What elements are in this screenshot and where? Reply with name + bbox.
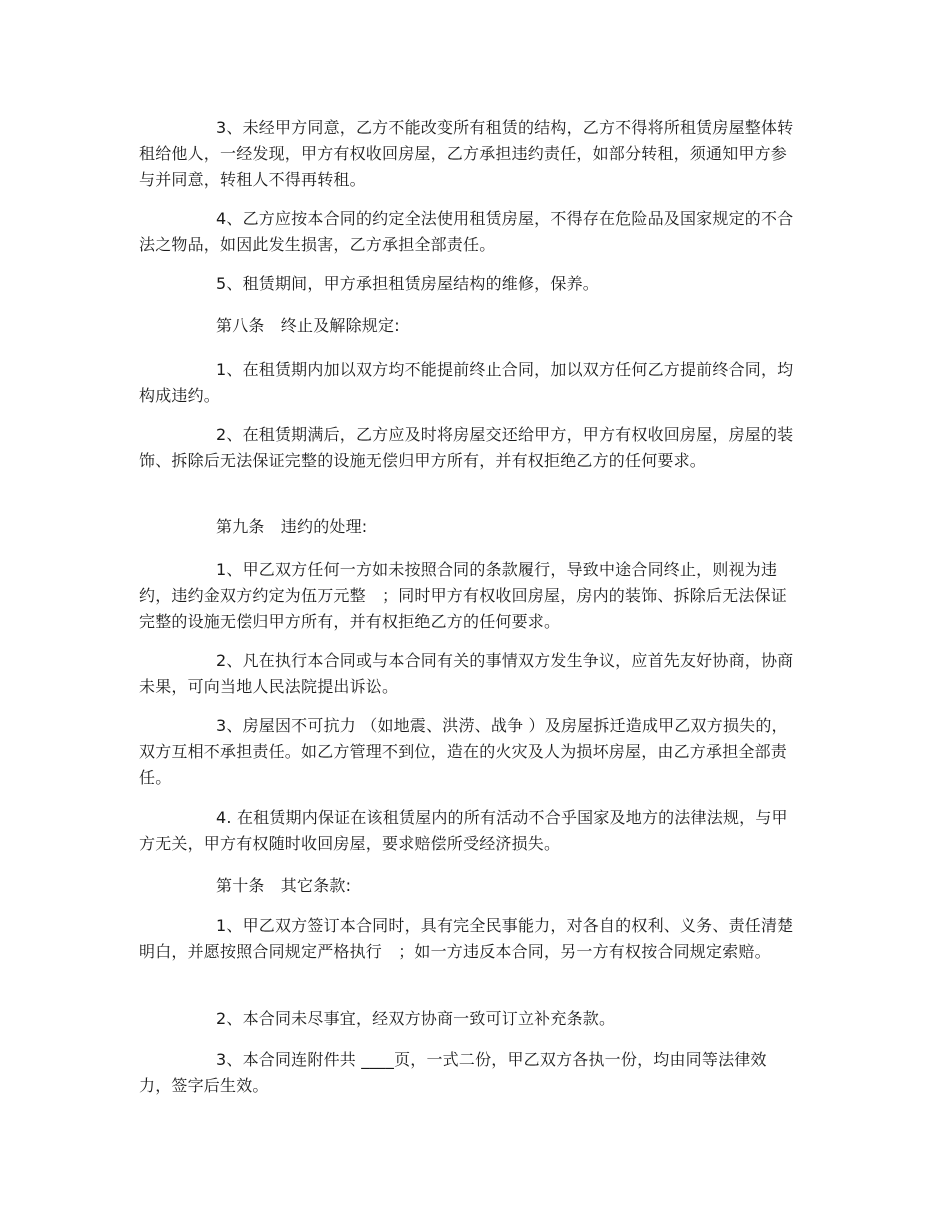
clause-10-item-3: 3、本合同连附件共 ____页，一式二份，甲乙双方各执一份，均由同等法律效力，签字后生效。 [139, 1050, 767, 1095]
clause-7-item-3: 3、未经甲方同意，乙方不能改变所有租赁的结构，乙方不得将所租赁房屋整体转租给他人，一经发现，甲方有权收回房屋，乙方承担违约责任，如部分转租，须通知甲方参与并同意，转租人不得再转租。 [139, 118, 794, 189]
clause-9-item-3: 3、房屋因不可抗力 （如地震、洪涝、战争 ）及房屋拆迁造成甲乙双方损失的，双方互相不承担责任。如乙方管理不到位，造在的火灾及人为损坏房屋，由乙方承担全部责任。 [139, 716, 788, 787]
section-heading-article-8: 第八条 终止及解除规定: [216, 316, 400, 335]
clause-9-item-4: 4. 在租赁期内保证在该租赁屋内的所有活动不合乎国家及地方的法律法规，与甲方无关，甲方有权随时收回房屋，要求赔偿所受经济损失。 [139, 808, 788, 853]
clause-7-item-5: 5、租赁期间，甲方承担租赁房屋结构的维修，保养。 [216, 274, 599, 293]
section-heading-article-9: 第九条 违约的处理: [216, 517, 368, 536]
clause-8-item-2: 2、在租赁期满后，乙方应及时将房屋交还给甲方，甲方有权收回房屋，房屋的装饰、拆除后无法保证完整的设施无偿归甲方所有，并有权拒绝乙方的任何要求。 [139, 425, 794, 470]
clause-10-item-2: 2、本合同未尽事宜，经双方协商一致可订立补充条款。 [216, 1009, 616, 1028]
clause-9-item-1: 1、甲乙双方任何一方如未按照合同的条款履行，导致中途合同终止，则视为违约，违约金双方约定为伍万元整 ；同时甲方有权收回房屋，房内的装饰、拆除后无法保证完整的设施无偿归甲方所有，并有权拒绝乙方的任何要求。 [139, 560, 788, 631]
clause-9-item-2: 2、凡在执行本合同或与本合同有关的事情双方发生争议，应首先友好协商，协商未果，可向当地人民法院提出诉讼。 [139, 651, 794, 696]
section-heading-article-10: 第十条 其它条款: [216, 876, 352, 895]
clause-7-item-4: 4、乙方应按本合同的约定全法使用租赁房屋，不得存在危险品及国家规定的不合法之物品，如因此发生损害，乙方承担全部责任。 [139, 209, 794, 254]
clause-8-item-1: 1、在租赁期内加以双方均不能提前终止合同，加以双方任何乙方提前终合同，均构成违约。 [139, 360, 794, 405]
clause-10-item-1: 1、甲乙双方签订本合同时，具有完全民事能力，对各自的权利、义务、责任清楚明白，并愿按照合同规定严格执行 ；如一方违反本合同，另一方有权按合同规定索赔。 [139, 916, 794, 961]
